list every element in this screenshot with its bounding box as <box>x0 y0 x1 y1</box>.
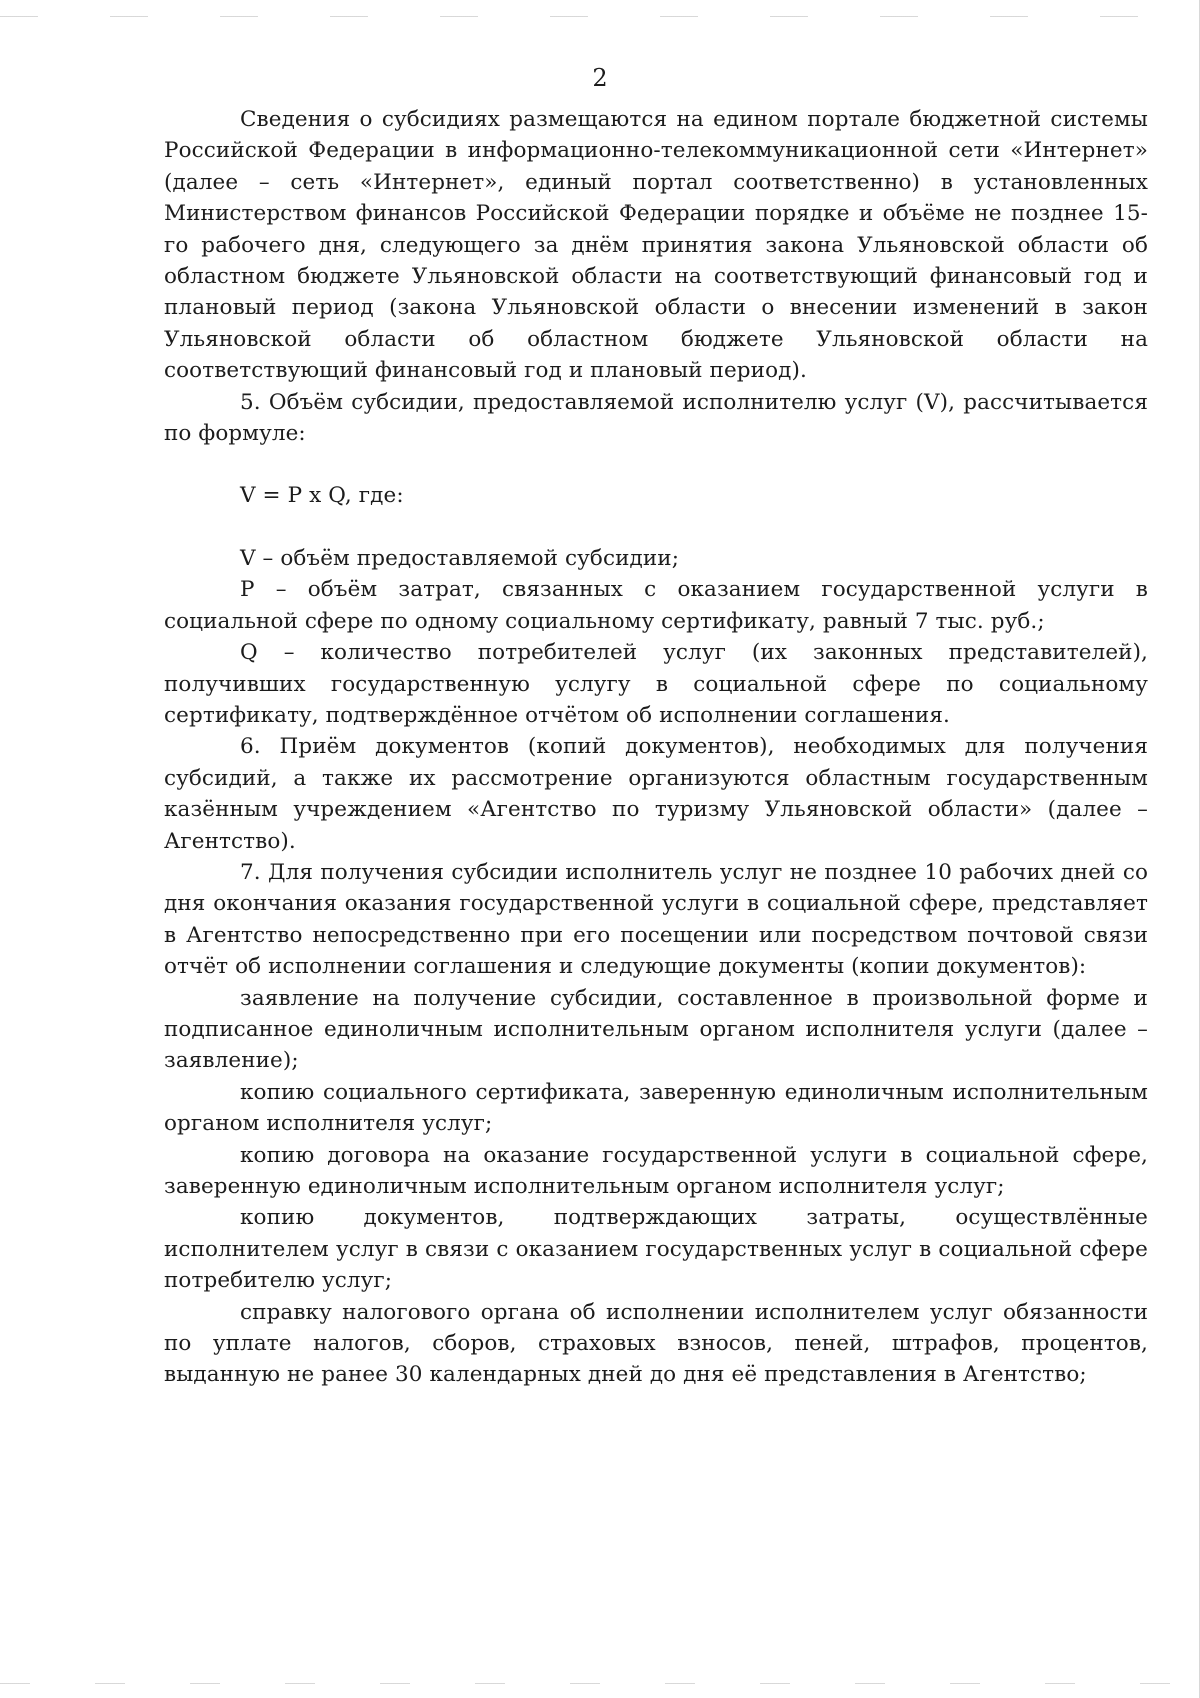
document-body <box>164 104 1148 1391</box>
list-item-contract-copy: копию договора на оказание государственной услуги в социальной сфере, заверенную единоличным исполнительным органом исполнителя услуг; <box>164 1142 1148 1199</box>
definition-p: P – объём затрат, связанных с оказанием государственной услуги в социальной сфере по одному социальному сертификату, равный 7 тыс. руб.; <box>164 577 1148 634</box>
paragraph-item-7: 7. Для получения субсидии исполнитель услуг не позднее 10 рабочих дней со дня окончания оказания государственной услуги в социальной сфере, представляет в Агентство непосредственно при его посещении или посредством почтовой связи отчёт об исполнении соглашения и следующие документы (копии документов): <box>164 859 1148 980</box>
scan-artifact-top <box>0 16 1200 17</box>
formula: V = P x Q, где: <box>240 483 404 509</box>
paragraph-item-5: 5. Объём субсидии, предоставляемой исполнителю услуг (V), рассчитывается по формуле: <box>164 389 1148 447</box>
list-item-certificate-copy: копию социального сертификата, заверенную единоличным исполнительным органом исполнителя услуг; <box>164 1079 1148 1137</box>
list-item-tax-certificate: справку налогового органа об исполнении исполнителем услуг обязанности по уплате налогов, сборов, страховых взносов, пеней, штрафов, процентов, выданную не ранее 30 календарных дней до дня её представления в Агентство; <box>164 1299 1148 1388</box>
scan-artifact-bottom <box>0 1683 1200 1684</box>
list-item-expense-documents: копию документов, подтверждающих затраты, осуществлённые исполнителем услуг в связи с оказанием государственных услуг в социальной сфере потребителю услуг; <box>164 1205 1148 1294</box>
paragraph-item-6: 6. Приём документов (копий документов), необходимых для получения субсидий, а также их рассмотрение организуются областным государственным казённым учреждением «Агентство по туризму Ульяновской области» (далее – Агентство). <box>164 734 1148 854</box>
definition-q: Q – количество потребителей услуг (их законных представителей), получивших государственную услугу в социальной сфере по социальному сертификату, подтверждённое отчётом об исполнении соглашения. <box>164 640 1148 728</box>
definition-v: V – объём предоставляемой субсидии; <box>240 545 680 571</box>
paragraph-subsidy-info: Сведения о субсидиях размещаются на едином портале бюджетной системы Российской Федерации в информационно-телекоммуникационной сети «Интернет» (далее – сеть «Интернет», единый портал соответственно) в установленных Министерством финансов Российской Федерации порядке и объёме не позднее 15-го рабочего дня, следующего за днём принятия закона Ульяновской области об областном бюджете Ульяновской области на соответствующий финансовый год и плановый период (закона Ульяновской области о внесении изменений в закон Ульяновской области об областном бюджете Ульяновской области на соответствующий финансовый год и плановый период). <box>164 107 1148 384</box>
list-item-application: заявление на получение субсидии, составленное в произвольной форме и подписанное единоличным исполнительным органом исполнителя услуги (далее – заявление); <box>164 985 1148 1074</box>
page-number: 2 <box>592 64 608 92</box>
